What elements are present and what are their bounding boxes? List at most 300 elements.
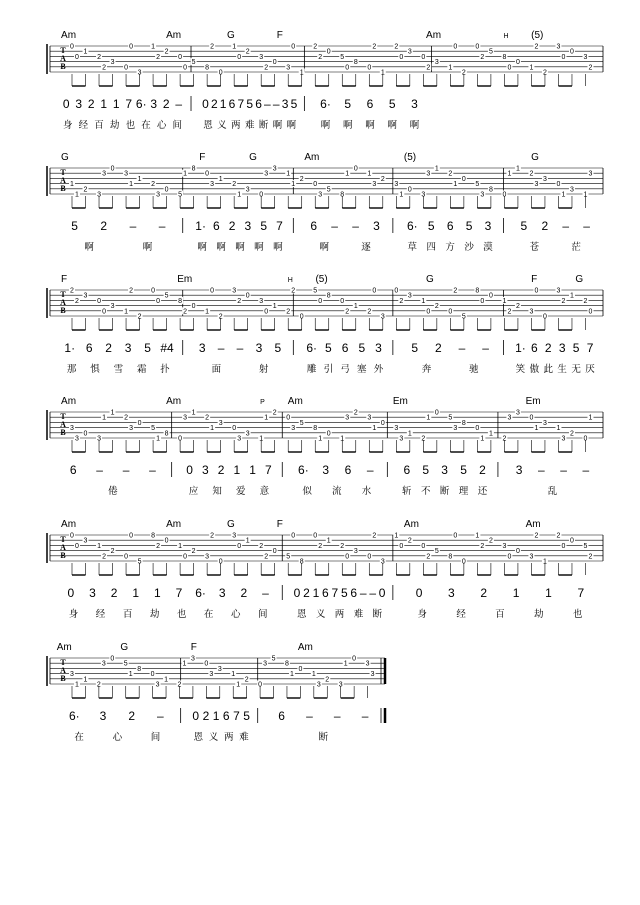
fret-number: 5 [461,313,466,321]
fret-number: 2 [534,532,539,540]
fret-number: 0 [237,542,242,550]
fret-number: 2 [96,681,101,689]
jianpu-note: 5 [260,219,268,233]
fret-number: 0 [480,297,485,305]
tab-clef-label: A [60,176,66,185]
fret-number: 5 [313,287,318,295]
fret-number: 5 [164,292,169,300]
fret-number: 3 [434,59,439,67]
fret-number: 3 [110,59,115,67]
jianpu-note: 6· [320,97,331,111]
fret-number: 1 [236,681,241,689]
fret-number: 8 [285,660,289,668]
fret-number: 3 [237,435,242,443]
fret-number: 5 [583,542,588,550]
fret-number: 2 [177,681,182,689]
fret-number: 1 [556,425,561,433]
fret-number: 0 [124,64,129,72]
fret-number: 0 [83,430,88,438]
fret-number: 0 [110,165,115,173]
fret-number: 0 [150,671,155,679]
fret-number: 2 [164,48,169,56]
jianpu-note: 5 [274,341,282,355]
lyric-char: 啊 [365,120,375,131]
fret-number: 3 [129,425,134,433]
jianpu-note: 3 [484,219,492,233]
fret-number: 0 [380,419,385,427]
lyric-char: 弓 [340,364,350,375]
jianpu-note: 1 [153,586,161,600]
lyric-char: 雕 [306,364,317,375]
lyric-char: 惧 [90,364,100,375]
fret-number: 2 [515,303,520,311]
fret-number: 2 [353,409,358,417]
lyric-char: 难 [353,609,364,620]
jianpu-note: 5 [520,219,528,233]
jianpu-note: 6 [350,586,358,600]
fret-number: 2 [232,181,237,189]
fret-number: 2 [137,313,142,321]
fret-number: 2 [299,175,304,183]
jianpu-note: 7 [577,586,585,600]
fret-number: 1 [183,170,188,178]
jianpu-note: 1 [249,463,256,477]
fret-number: 3 [380,313,385,321]
fret-number: 2 [421,435,426,443]
lyric-char: 射 [258,364,269,375]
fret-number: 0 [210,287,215,295]
fret-number: 0 [313,532,318,540]
lyric-char: 意 [259,486,270,497]
lyric-char: 厌 [585,364,595,375]
fret-number: 0 [75,542,79,550]
fret-number: 1 [588,414,593,422]
fret-number: 3 [407,48,412,56]
tab-clef-label: T [60,412,66,421]
lyric-char: 在 [203,609,214,620]
fret-number: 8 [137,665,142,673]
lyric-char: 驰 [469,364,479,375]
lyric-char: 心 [112,732,123,743]
jianpu-note: 5 [144,341,151,355]
jianpu-note: 6 [366,97,374,111]
fret-number: 0 [156,297,161,305]
jianpu-note: 6· [406,219,418,233]
fret-number: 0 [124,553,129,561]
chord-symbol: F [276,30,283,41]
jianpu-note: – [122,463,130,477]
fret-number: 8 [475,287,480,295]
jianpu-note: 1 [219,97,227,111]
fret-number: 3 [291,425,296,433]
fret-number: 1 [75,681,79,689]
fret-number: 2 [245,48,250,56]
fret-number: 0 [434,409,439,417]
chord-symbol: Em [177,274,193,285]
fret-number: 8 [164,430,169,438]
lyric-char: 义 [208,732,219,743]
jianpu-note: 2 [541,219,549,233]
fret-number: 0 [507,553,512,561]
jianpu-note: 6 [69,463,77,477]
fret-number: 0 [515,548,520,556]
fret-number: 8 [326,292,331,300]
fret-number: 3 [583,53,588,61]
lyric-char: 劫 [149,609,160,620]
fret-number: 5 [191,59,196,67]
jianpu-note: 2 [217,463,225,477]
lyric-char: 难 [244,120,255,131]
fret-number: 5 [434,548,439,556]
lyric-char: 恩 [203,120,213,131]
lyric-char: 似 [302,486,312,497]
jianpu-note: – [582,463,590,477]
lyric-char: 劫 [109,120,120,131]
jianpu-note: 3 [375,341,382,355]
lyric-char: 在 [141,120,151,131]
fret-number: 2 [102,553,106,561]
lyric-char: 流 [332,486,342,497]
chord-symbol: G [575,274,584,285]
lyric-char: 沙 [464,242,474,253]
fret-number: 3 [338,681,343,689]
fret-number: 2 [340,542,345,550]
fret-number: 1 [583,191,588,199]
fret-number: 2 [488,537,493,545]
fret-number: 0 [151,287,156,295]
fret-number: 3 [137,69,142,77]
lyric-char: 理 [458,486,469,497]
lyric-char: 啊 [197,242,207,253]
fret-number: 3 [272,165,277,173]
fret-number: 5 [151,425,156,433]
fret-number: 0 [129,43,134,51]
lyric-char: 间 [257,609,268,620]
jianpu-note: 6 [278,709,285,723]
chord-symbol: Am [166,30,182,41]
lyric-char: 两 [224,732,234,743]
fret-number: 0 [264,308,269,316]
fret-number: 1 [475,532,480,540]
fret-number: 0 [475,43,480,51]
jianpu-note: 6 [403,463,411,477]
lyric-char: 漠 [483,242,493,253]
lyric-char: 两 [231,120,241,131]
fret-number: 8 [313,425,318,433]
fret-number: 0 [461,175,466,183]
fret-number: 1 [353,303,358,311]
fret-number: 0 [137,419,142,427]
fret-number: 1 [399,191,404,199]
fret-number: 1 [290,671,294,679]
fret-number: 0 [475,425,480,433]
fret-number: 3 [83,292,88,300]
jianpu-note: 3 [558,341,566,355]
jianpu-note: 0 [192,709,200,723]
lyric-char: 无 [571,364,581,375]
fret-number: 2 [407,537,412,545]
jianpu-note: 3 [201,463,209,477]
fret-number: 0 [97,297,101,305]
chord-symbol: G [61,152,69,163]
lyric-char: 难 [239,732,249,743]
jianpu-note: 1· [195,219,206,233]
jianpu-note: 5 [411,341,419,355]
lyric-char: 在 [74,732,84,743]
fret-number: 2 [151,181,156,189]
lyric-char: 还 [477,486,488,497]
fret-number: 0 [583,435,588,443]
jianpu-note: 5 [71,219,78,233]
jianpu-note: – [149,463,156,477]
jianpu-note: 2 [210,97,218,111]
jianpu-note: – [562,219,570,233]
jianpu-note: 6· [68,709,80,723]
lyric-char: 方 [445,242,455,253]
jianpu-note: 7 [586,341,594,355]
lyric-char: 百 [122,609,133,620]
fret-number: 2 [345,308,350,316]
lyric-char: 心 [156,120,167,131]
fret-number: 3 [345,414,350,422]
fret-number: 1 [75,191,79,199]
fret-number: 1 [83,676,88,684]
fret-number: 0 [421,542,426,550]
fret-number: 3 [232,532,237,540]
fret-number: 3 [245,430,250,438]
fret-number: 0 [110,655,115,663]
fret-number: 1 [231,671,236,679]
fret-number: 1 [488,430,493,438]
lyric-char: 茫 [571,242,581,253]
jianpu-note: 7 [125,97,133,111]
fret-number: 3 [367,414,372,422]
fret-number: 3 [316,681,321,689]
lyric-char: 外 [373,364,384,375]
jianpu-note: 0 [186,463,193,477]
fret-number: 0 [453,532,458,540]
chord-symbol: (5) [403,152,417,163]
jianpu-note: 3 [150,97,158,111]
lyric-char: 两 [334,609,345,620]
lyric-char: 啊 [272,120,283,131]
fret-number: 5 [475,181,480,189]
fret-number: 0 [345,64,350,72]
jianpu-note: 5 [460,463,467,477]
tab-clef-label: A [60,54,66,63]
fret-number: 8 [151,532,156,540]
lyric-char: 啊 [142,242,153,253]
jianpu-note: – [96,463,103,477]
fret-number: 0 [407,186,412,194]
fret-number: 2 [372,43,377,51]
fret-number: 0 [183,553,188,561]
jianpu-note: 5 [243,709,250,723]
fret-number: 0 [191,303,196,311]
fret-number: 3 [542,419,547,427]
fret-number: 2 [286,308,291,316]
fret-number: 3 [110,303,115,311]
fret-number: 2 [83,186,88,194]
fret-number: 1 [318,435,323,443]
chord-symbol: Am [166,519,182,530]
fret-number: 2 [529,170,534,178]
fret-number: 2 [502,435,507,443]
tab-clef-label: B [60,428,66,437]
tab-clef-label: B [60,674,66,683]
fret-number: 3 [70,425,74,433]
fret-number: 3 [480,191,485,199]
lyric-char: 啊 [273,242,283,253]
fret-number: 0 [291,532,296,540]
fret-number: 1 [272,303,277,311]
fret-number: 1 [507,170,512,178]
jianpu-note: 5 [344,97,352,111]
fret-number: 0 [399,53,404,61]
fret-number: 3 [529,308,534,316]
fret-number: 0 [75,53,79,61]
chord-symbol: Am [166,396,182,407]
tab-clef-label: B [60,551,66,560]
chord-symbol: Am [287,396,303,407]
fret-number: 3 [205,553,210,561]
fret-number: 1 [534,425,539,433]
fret-number: 3 [232,287,237,295]
jianpu-note: 3 [244,219,252,233]
jianpu-note: 2 [105,341,112,355]
fret-number: 3 [380,558,385,566]
chord-symbol: (5) [315,274,328,285]
fret-number: 0 [286,414,291,422]
lyric-char: 百 [495,609,505,620]
lyric-char: 草 [407,242,418,253]
lyric-char: 啊 [342,120,353,131]
jianpu-note: 6 [341,341,349,355]
fret-number: 3 [426,170,431,178]
chord-symbol: G [120,642,129,653]
jianpu-note: 5 [325,341,332,355]
jianpu-note: 6 [322,586,329,600]
fret-number: 1 [561,191,566,199]
lyric-char: 义 [217,120,227,131]
jianpu-note: 0 [202,97,209,111]
fret-number: 8 [178,297,183,305]
fret-number: 1 [182,660,187,668]
fret-number: 0 [421,53,426,61]
fret-number: 1 [128,671,133,679]
jianpu-note: – [369,586,377,600]
fret-number: 2 [102,64,106,72]
lyric-char: 生 [557,364,567,375]
fret-number: 5 [123,660,128,668]
jianpu-note: 7 [265,463,272,477]
fret-number: 1 [311,671,316,679]
lyric-char: 啊 [216,242,226,253]
fret-number: 2 [124,414,129,422]
fret-number: 2 [244,676,249,684]
fret-number: 2 [318,542,323,550]
jianpu-note: 5 [388,97,396,111]
fret-number: 2 [218,313,223,321]
technique-mark: H [503,33,509,40]
jianpu-note: 5 [246,97,254,111]
lyric-char: 乱 [547,486,558,497]
jianpu-note: 1 [100,97,108,111]
lyric-char: 啊 [320,120,331,131]
jianpu-note: 3 [198,341,206,355]
fret-number: 3 [515,409,520,417]
fret-number: 2 [156,53,161,61]
lyric-char: 啊 [84,242,94,253]
fret-number: 0 [183,64,188,72]
lyric-char: 断 [318,732,329,743]
lyric-char: 霜 [136,364,147,375]
technique-mark: P [260,399,265,406]
jianpu-note: 5 [427,219,435,233]
fret-number: 0 [570,48,574,56]
lyric-char: 经 [95,609,106,620]
fret-number: 8 [191,165,196,173]
lyric-char: 斩 [402,486,412,497]
lyric-char: 经 [78,120,89,131]
tab-clef-label: A [60,298,66,307]
fret-number: 0 [218,558,223,566]
fret-number: 0 [313,181,318,189]
jianpu-note: 3 [373,219,380,233]
fret-number: 0 [461,558,466,566]
jianpu-note: 3 [99,709,107,723]
fret-number: 8 [448,553,453,561]
fret-number: 3 [453,425,458,433]
fret-number: 1 [178,542,183,550]
fret-number: 2 [237,297,242,305]
fret-number: 3 [588,170,593,178]
jianpu-note: 3 [448,586,455,600]
jianpu-note: 5 [290,97,298,111]
fret-number: 0 [353,165,358,173]
jianpu-note: 1· [64,341,76,355]
fret-number: 2 [156,542,161,550]
fret-number: 0 [298,665,303,673]
jianpu-note: – [333,709,341,723]
fret-number: 1 [232,43,237,51]
lyric-char: 扑 [160,364,170,375]
lyric-char: 雪 [113,364,124,375]
chord-symbol: Am [61,30,77,41]
fret-number: 1 [426,414,431,422]
fret-number: 8 [502,53,507,61]
chord-symbol: G [249,152,257,163]
fret-number: 2 [448,170,453,178]
fret-number: 2 [183,308,188,316]
lyric-char: 啊 [235,242,245,253]
fret-number: 2 [507,308,512,316]
jianpu-note: 6 [213,219,220,233]
fret-number: 0 [218,69,223,77]
lyric-char: 啊 [286,120,297,131]
fret-number: 5 [271,655,276,663]
fret-number: 0 [588,308,593,316]
fret-number: 0 [367,64,372,72]
chord-symbol: Am [403,519,419,530]
lyric-char: 啊 [319,242,329,253]
jianpu-note: 6 [255,97,262,111]
jianpu-note: 6· [306,341,318,355]
fret-number: 1 [326,537,331,545]
lyric-char: 心 [230,609,241,620]
jianpu-note: #4 [160,341,174,355]
jianpu-note: – [583,219,590,233]
